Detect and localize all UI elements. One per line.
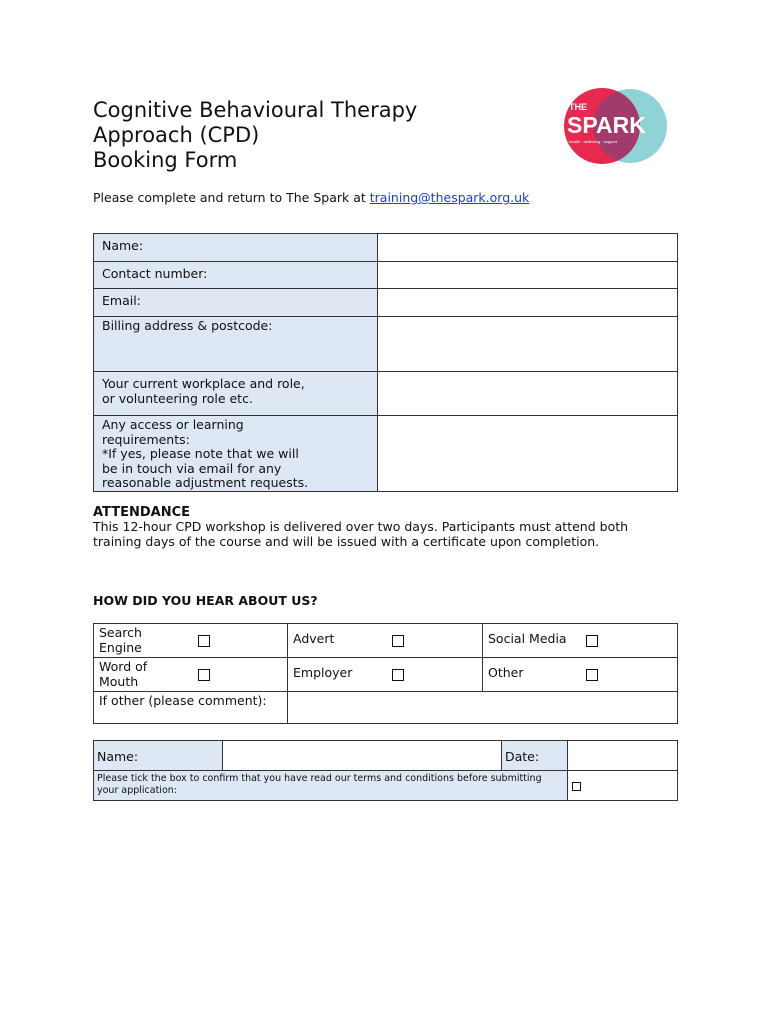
other-checkbox[interactable] <box>586 669 598 681</box>
date-label: Date: <box>502 741 568 771</box>
hear-about-heading: HOW DID YOU HEAR ABOUT US? <box>93 593 318 608</box>
name-label: Name: <box>94 234 378 262</box>
search-engine-checkbox[interactable] <box>198 635 210 647</box>
option-label: Other <box>488 665 524 680</box>
table-row <box>94 771 678 801</box>
employer-checkbox[interactable] <box>392 669 404 681</box>
option-employer <box>288 658 483 692</box>
access-requirements-label: Any access or learning requirements: *If yes, please note that we will be in touch via email for any reasonable adjustment requests. <box>94 416 378 492</box>
logo-line2: SPARK <box>567 112 646 138</box>
name-field[interactable] <box>378 234 678 262</box>
logo-tagline: health · wellbeing · support <box>569 139 618 144</box>
word-of-mouth-checkbox[interactable] <box>198 669 210 681</box>
option-search-engine <box>94 624 288 658</box>
option-label: Advert <box>293 631 335 646</box>
page-title <box>93 98 417 173</box>
table-row <box>94 289 678 317</box>
option-label: Word of Mouth <box>99 659 148 689</box>
hear-about-table <box>93 623 678 724</box>
attendance-text: This 12-hour CPD workshop is delivered over two days. Participants must attend both training days of the course and will be issued with a certificate upon completion. <box>93 519 629 549</box>
option-label: Social Media <box>488 631 567 646</box>
other-comment-field[interactable] <box>288 692 678 724</box>
other-comment-label: If other (please comment): <box>94 692 288 724</box>
signature-name-field[interactable] <box>223 741 502 771</box>
attendance-heading: ATTENDANCE <box>93 505 190 520</box>
workplace-role-field[interactable] <box>378 372 678 416</box>
access-requirements-field[interactable] <box>378 416 678 492</box>
title-line-1: Cognitive Behavioural Therapy <box>93 98 418 122</box>
table-row <box>94 416 678 492</box>
billing-address-field[interactable] <box>378 317 678 372</box>
intro-text <box>93 190 529 205</box>
logo-line1: THE <box>569 102 587 112</box>
details-table <box>93 233 678 492</box>
the-spark-logo <box>562 88 670 168</box>
table-row <box>94 262 678 289</box>
table-row <box>94 741 678 771</box>
contact-number-label: Contact number: <box>94 262 378 289</box>
option-other <box>483 658 678 692</box>
terms-cell <box>568 771 678 801</box>
title-line-3: Booking Form <box>93 148 238 172</box>
email-link[interactable]: training@thespark.org.uk <box>369 190 530 205</box>
email-label: Email: <box>94 289 378 317</box>
contact-number-field[interactable] <box>378 262 678 289</box>
option-social-media <box>483 624 678 658</box>
signature-name-label: Name: <box>94 741 223 771</box>
table-row <box>94 234 678 262</box>
table-row <box>94 692 678 724</box>
title-line-2: Approach (CPD) <box>93 123 260 147</box>
workplace-role-label: Your current workplace and role, or volunteering role etc. <box>94 372 378 416</box>
billing-address-label: Billing address & postcode: <box>94 317 378 372</box>
social-media-checkbox[interactable] <box>586 635 598 647</box>
intro-sentence: Please complete and return to The Spark at <box>93 190 370 205</box>
option-advert <box>288 624 483 658</box>
confirmation-table <box>93 740 678 801</box>
table-row <box>94 624 678 658</box>
table-row <box>94 317 678 372</box>
option-word-of-mouth <box>94 658 288 692</box>
advert-checkbox[interactable] <box>392 635 404 647</box>
option-label: Search Engine <box>99 625 142 655</box>
email-field[interactable] <box>378 289 678 317</box>
table-row <box>94 372 678 416</box>
terms-text: Please tick the box to confirm that you have read our terms and conditions before submitting your application: <box>94 771 568 801</box>
date-field[interactable] <box>568 741 678 771</box>
terms-checkbox[interactable] <box>572 782 581 791</box>
table-row <box>94 658 678 692</box>
option-label: Employer <box>293 665 353 680</box>
